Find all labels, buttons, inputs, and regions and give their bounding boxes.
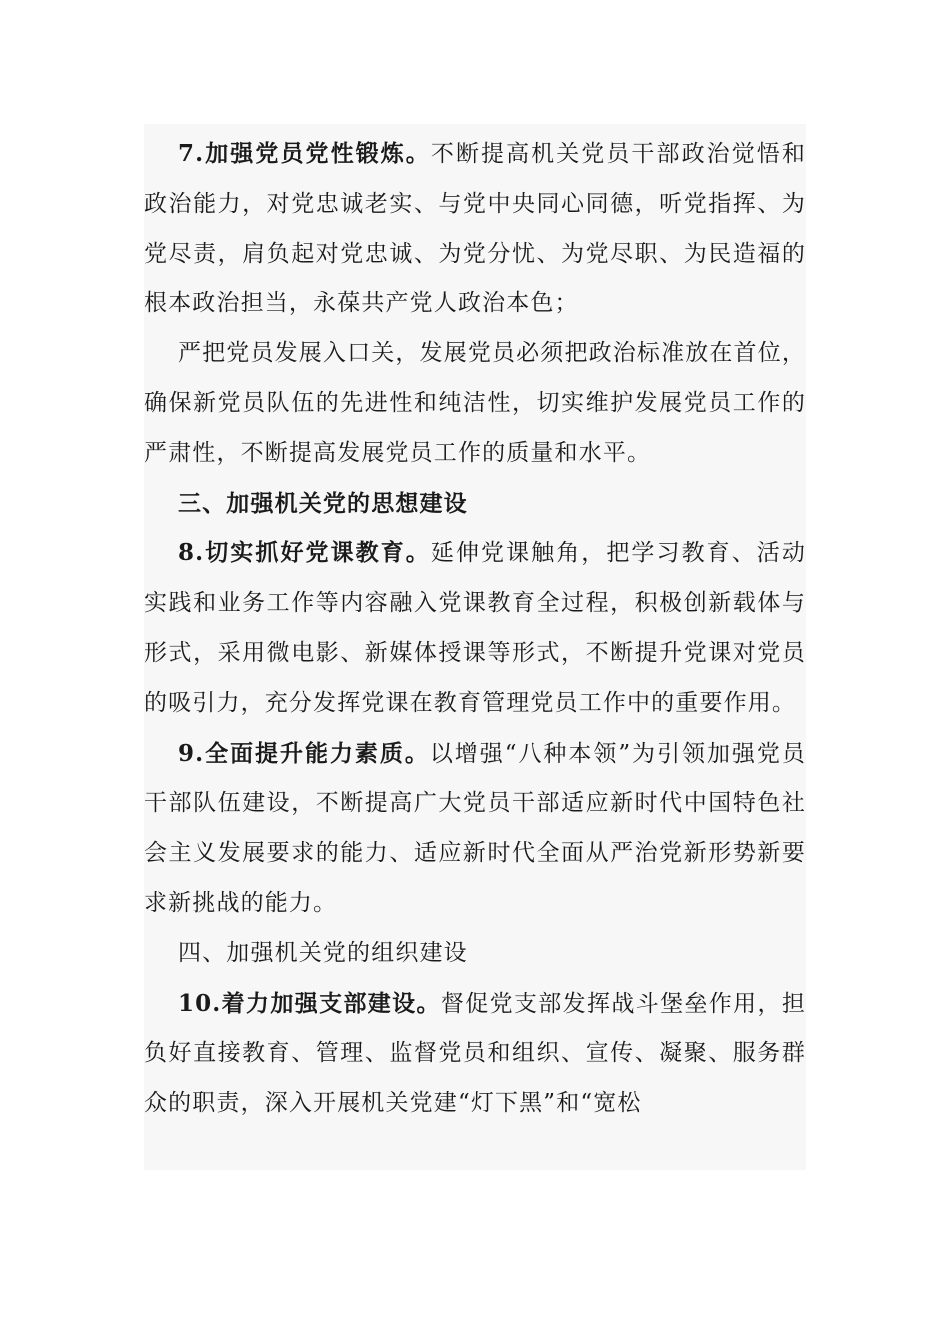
paragraph-10-heading: 10.着力加强支部建设。 [178, 989, 441, 1017]
paragraph-8-body: 延伸党课触角，把学习教育、活动实践和业务工作等内容融入党课教育全过程，积极创新载体与形式，采用微电影、新媒体授课等形式，不断提升党课对党员的吸引力，充分发挥党课在教育管理党员工作中的重要作用。 [144, 540, 807, 716]
paragraph-8 [144, 528, 806, 728]
paragraph-7 [144, 129, 806, 329]
section-heading-4: 四、加强机关党的组织建设 [178, 939, 468, 966]
section-heading-3: 三、加强机关党的思想建设 [178, 489, 468, 517]
paragraph-8-heading: 8.切实抓好党课教育。 [178, 539, 431, 567]
paragraph-10-body: 督促党支部发挥战斗堡垒作用，担负好直接教育、管理、监督党员和组织、宣传、凝聚、服务群众的职责，深入开展机关党建“灯下黑”和“宽松 [144, 990, 806, 1117]
paragraph-9-body: 以增强“八种本领”为引领加强党员干部队伍建设，不断提高广大党员干部适应新时代中国特色社会主义发展要求的能力、适应新时代全面从严治党新形势新要求新挑战的能力。 [144, 740, 806, 916]
paragraph-9-heading: 9.全面提升能力素质。 [178, 739, 430, 767]
paragraph-10 [144, 979, 806, 1129]
paragraph-9 [144, 729, 806, 929]
paragraph-7-heading: 7.加强党员党性锻炼。 [178, 140, 431, 167]
paragraph-7-continued-body: 严把党员发展入口关，发展党员必须把政治标准放在首位，确保新党员队伍的先进性和纯洁性，切实维护发展党员工作的严肃性，不断提高发展党员工作的质量和水平。 [144, 340, 806, 466]
paragraph-7-body: 不断提高机关党员干部政治觉悟和政治能力，对党忠诚老实、与党中央同心同德，听党指挥、为党尽责，肩负起对党忠诚、为党分忧、为党尽职、为民造福的根本政治担当，永葆共产党人政治本色； [144, 141, 807, 317]
document-text-block [144, 124, 806, 1170]
paragraph-7-continued [144, 329, 806, 478]
